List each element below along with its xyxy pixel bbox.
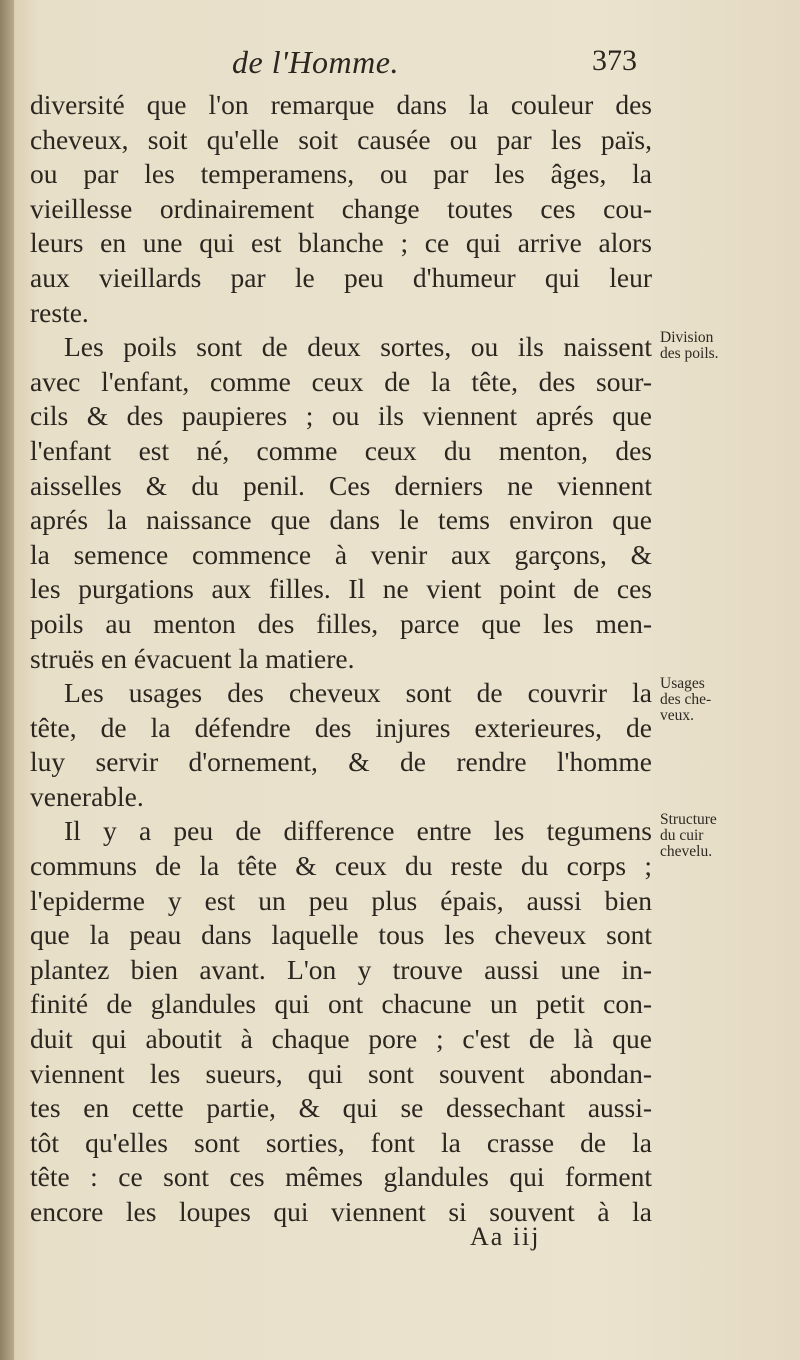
text-line: diversité que l'on remarque dans la couleur des: [30, 89, 652, 120]
text-line: reste.: [30, 296, 89, 328]
text-line: tête, de la défendre des injures exterieures, de: [30, 711, 652, 743]
text-line: encore les loupes qui viennent si souvent à la: [30, 1196, 652, 1227]
text-line: finité de glandules qui ont chacune un petit con-: [30, 988, 652, 1020]
margin-note-line: des poils.: [660, 345, 719, 362]
text-line: poils au menton des filles, parce que les men-: [30, 607, 652, 639]
text-line: les purgations aux filles. Il ne vient point de ces: [30, 573, 652, 605]
margin-note-line: Usages: [660, 675, 705, 692]
text-line: luy servir d'ornement, & de rendre l'homme: [30, 746, 652, 778]
text-line: duit qui aboutit à chaque pore ; c'est de là que: [30, 1023, 652, 1055]
text-line: cheveux, soit qu'elle soit causée ou par les païs,: [30, 123, 652, 155]
text-line: que la peau dans laquelle tous les cheveux sont: [30, 919, 652, 951]
text-line: aisselles & du penil. Ces derniers ne viennent: [30, 469, 652, 501]
text-line: tes en cette partie, & qui se dessechant aussi-: [30, 1092, 652, 1124]
text-line: vieillesse ordinairement change toutes ces cou-: [30, 192, 652, 224]
text-line: aux vieillards par le peu d'humeur qui leur: [30, 261, 652, 293]
text-line: tête : ce sont ces mêmes glandules qui forment: [30, 1161, 652, 1193]
page-number: 373: [592, 44, 637, 77]
text-line: l'enfant est né, comme ceux du menton, des: [30, 434, 652, 466]
text-line: l'epiderme y est un peu plus épais, aussi bien: [30, 884, 652, 916]
signature-mark: Aa iij: [470, 1222, 541, 1251]
text-line: ou par les temperamens, ou par les âges, la: [30, 158, 652, 190]
margin-note-division: [660, 330, 790, 362]
margin-note-line: veux.: [660, 707, 695, 724]
margin-note-line: Division: [660, 329, 714, 346]
running-title: de l'Homme.: [232, 44, 399, 80]
text-line: tôt qu'elles sont sorties, font la crasse de la: [30, 1126, 652, 1158]
margin-note-line: chevelu.: [660, 843, 713, 860]
margin-note-line: des che-: [660, 691, 712, 708]
page-header: [0, 44, 800, 88]
text-line: plantez bien avant. L'on y trouve aussi une in-: [30, 953, 652, 985]
text-line: Les poils sont de deux sortes, ou ils naissent: [64, 331, 652, 363]
text-line: Les usages des cheveux sont de couvrir la: [64, 677, 652, 709]
margin-note-line: Structure: [660, 811, 717, 828]
text-line: struës en évacuent la matiere.: [30, 642, 355, 674]
text-line: aprés la naissance que dans le tems environ que: [30, 504, 652, 536]
text-line: viennent les sueurs, qui sont souvent abondan-: [30, 1057, 652, 1089]
text-line: cils & des paupieres ; ou ils viennent aprés que: [30, 400, 652, 432]
text-line: avec l'enfant, comme ceux de la tête, des sour-: [30, 365, 652, 397]
margin-note-line: du cuir: [660, 827, 704, 844]
text-line: la semence commence à venir aux garçons, &: [30, 538, 652, 570]
text-line: communs de la tête & ceux du reste du corps ;: [30, 850, 652, 882]
margin-note-usages: [660, 676, 790, 724]
text-line: Il y a peu de difference entre les tegumens: [64, 815, 652, 847]
text-line: leurs en une qui est blanche ; ce qui arrive alors: [30, 227, 652, 259]
margin-note-structure: [660, 812, 790, 860]
body-text: [30, 88, 652, 1230]
text-line: venerable.: [30, 780, 144, 812]
page-binding-shadow: [0, 0, 14, 1360]
